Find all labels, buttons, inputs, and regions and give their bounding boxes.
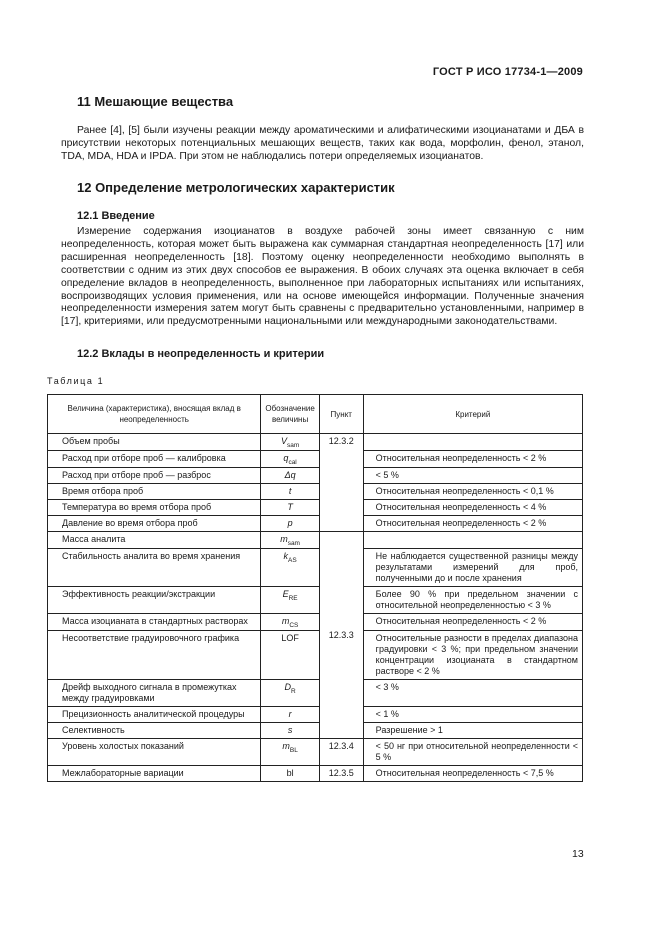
table-row [48, 680, 583, 707]
quantity-cell: Расход при отборе проб — разброс [48, 468, 261, 484]
clause-cell: 12.3.2 [319, 434, 363, 532]
table-row [48, 614, 583, 631]
symbol-cell: $m_{sam}$ [261, 532, 319, 549]
table-row [48, 532, 583, 549]
header-quantity: Величина (характеристика), вносящая вклад в неопределенность [48, 395, 261, 434]
table-row [48, 723, 583, 739]
quantity-cell: Стабильность аналита во время хранения [48, 549, 261, 587]
symbol-cell: $m_{CS}$ [261, 614, 319, 631]
symbol-cell: $m_{BL}$ [261, 739, 319, 766]
quantity-cell: Эффективность реакции/экстракции [48, 587, 261, 614]
symbol-cell: t [261, 484, 319, 500]
symbol-cell: r [261, 707, 319, 723]
criterion-cell [363, 434, 582, 451]
criterion-cell: < 50 нг при относительной неопределенности < 5 % [363, 739, 582, 766]
clause-cell: 12.3.3 [319, 532, 363, 739]
quantity-cell: Масса аналита [48, 532, 261, 549]
symbol-cell: $q_{cal}$ [261, 451, 319, 468]
section-12-1-text: Измерение содержания изоцианатов в воздухе рабочей зоны имеет связанную с ним неопределенность, которая может быть выражена как суммарная стандартная неопределенность [17] или расширенная неопределенность [18]. Поэтому оценку неопределенности необходимо выполнять в соответствии с одним из этих двух способов ее выражения. В обоих случаях эта оценка включает в себя определение вкладов в неопределенность, выполненное при лабораторных испытаниях или испытаниях, воспроизводящих условия применения, или на основе имеющейся информации. Полученные значения неопределенности измерения затем могут быть сравнены с предварительно установленными, например в [17], критериями, или предусмотренными национальными или международными законодательствами. [61, 226, 584, 328]
table-row [48, 484, 583, 500]
table-row [48, 631, 583, 680]
table-row [48, 500, 583, 516]
header-criterion: Критерий [363, 395, 582, 434]
table-row [48, 766, 583, 782]
table-row [48, 468, 583, 484]
section-12-title: 12 Определение метрологических характеристик [77, 180, 395, 195]
quantity-cell: Дрейф выходного сигнала в промежутках между градуировками [48, 680, 261, 707]
section-12-2-title: 12.2 Вклады в неопределенность и критерии [77, 348, 325, 360]
document-code: ГОСТ Р ИСО 17734-1—2009 [432, 66, 583, 78]
symbol-cell: p [261, 516, 319, 532]
page-number: 13 [572, 848, 584, 860]
section-12-1-title: 12.1 Введение [77, 210, 155, 222]
criterion-cell [363, 532, 582, 549]
criterion-cell: Разрешение > 1 [363, 723, 582, 739]
table-row [48, 739, 583, 766]
quantity-cell: Межлабораторные вариации [48, 766, 261, 782]
quantity-cell: Объем пробы [48, 434, 261, 451]
header-clause: Пункт [319, 395, 363, 434]
symbol-cell: $k_{AS}$ [261, 549, 319, 587]
table-row [48, 451, 583, 468]
clause-cell: 12.3.4 [319, 739, 363, 766]
criterion-cell: Относительная неопределенность < 4 % [363, 500, 582, 516]
table-caption: Таблица 1 [47, 376, 105, 386]
table-row [48, 707, 583, 723]
quantity-cell: Уровень холостых показаний [48, 739, 261, 766]
table-row [48, 549, 583, 587]
criterion-cell: Более 90 % при предельном значении с относительной неопределенностью < 3 % [363, 587, 582, 614]
clause-cell: 12.3.5 [319, 766, 363, 782]
criterion-cell: Относительная неопределенность < 0,1 % [363, 484, 582, 500]
symbol-cell: T [261, 500, 319, 516]
criterion-cell: Относительная неопределенность < 2 % [363, 614, 582, 631]
section-11-title: 11 Мешающие вещества [77, 94, 234, 109]
criterion-cell: Относительная неопределенность < 7,5 % [363, 766, 582, 782]
criterion-cell: < 1 % [363, 707, 582, 723]
criterion-cell: Относительная неопределенность < 2 % [363, 516, 582, 532]
criteria-table [47, 394, 583, 782]
criterion-cell: Относительная неопределенность < 2 % [363, 451, 582, 468]
header-symbol: Обозначение величины [261, 395, 319, 434]
symbol-cell: $D_R$ [261, 680, 319, 707]
quantity-cell: Масса изоцианата в стандартных растворах [48, 614, 261, 631]
symbol-cell: $E_{RE}$ [261, 587, 319, 614]
symbol-cell: bl [261, 766, 319, 782]
quantity-cell: Температура во время отбора проб [48, 500, 261, 516]
quantity-cell: Время отбора проб [48, 484, 261, 500]
criterion-cell: < 3 % [363, 680, 582, 707]
quantity-cell: Расход при отборе проб — калибровка [48, 451, 261, 468]
symbol-cell: LOF [261, 631, 319, 680]
symbol-cell: Δq [261, 468, 319, 484]
table-row [48, 516, 583, 532]
quantity-cell: Давление во время отбора проб [48, 516, 261, 532]
criterion-cell: Относительные разности в пределах диапазона градуировки < 3 %; при предельном значении концентрации изоцианата в стандартном растворе < 2 % [363, 631, 582, 680]
section-11-text: Ранее [4], [5] были изучены реакции между ароматическими и алифатическими изоцианатами и ДБА в присутствии некоторых потенциальных мешающих веществ, таких как вода, морфолин, фенол, этанол, TDA, MDA, HDA и IPDA. При этом не наблюдались потери определяемых изоцианатов. [61, 125, 584, 162]
quantity-cell: Прецизионность аналитической процедуры [48, 707, 261, 723]
criterion-cell: < 5 % [363, 468, 582, 484]
criterion-cell: Не наблюдается существенной разницы между результатами измерений для проб, полученными до и после хранения [363, 549, 582, 587]
symbol-cell: s [261, 723, 319, 739]
symbol-cell: $V_{sam}$ [261, 434, 319, 451]
quantity-cell: Селективность [48, 723, 261, 739]
table-row [48, 434, 583, 451]
table-row [48, 587, 583, 614]
table-header-row [48, 395, 583, 434]
quantity-cell: Несоответствие градуировочного графика [48, 631, 261, 680]
